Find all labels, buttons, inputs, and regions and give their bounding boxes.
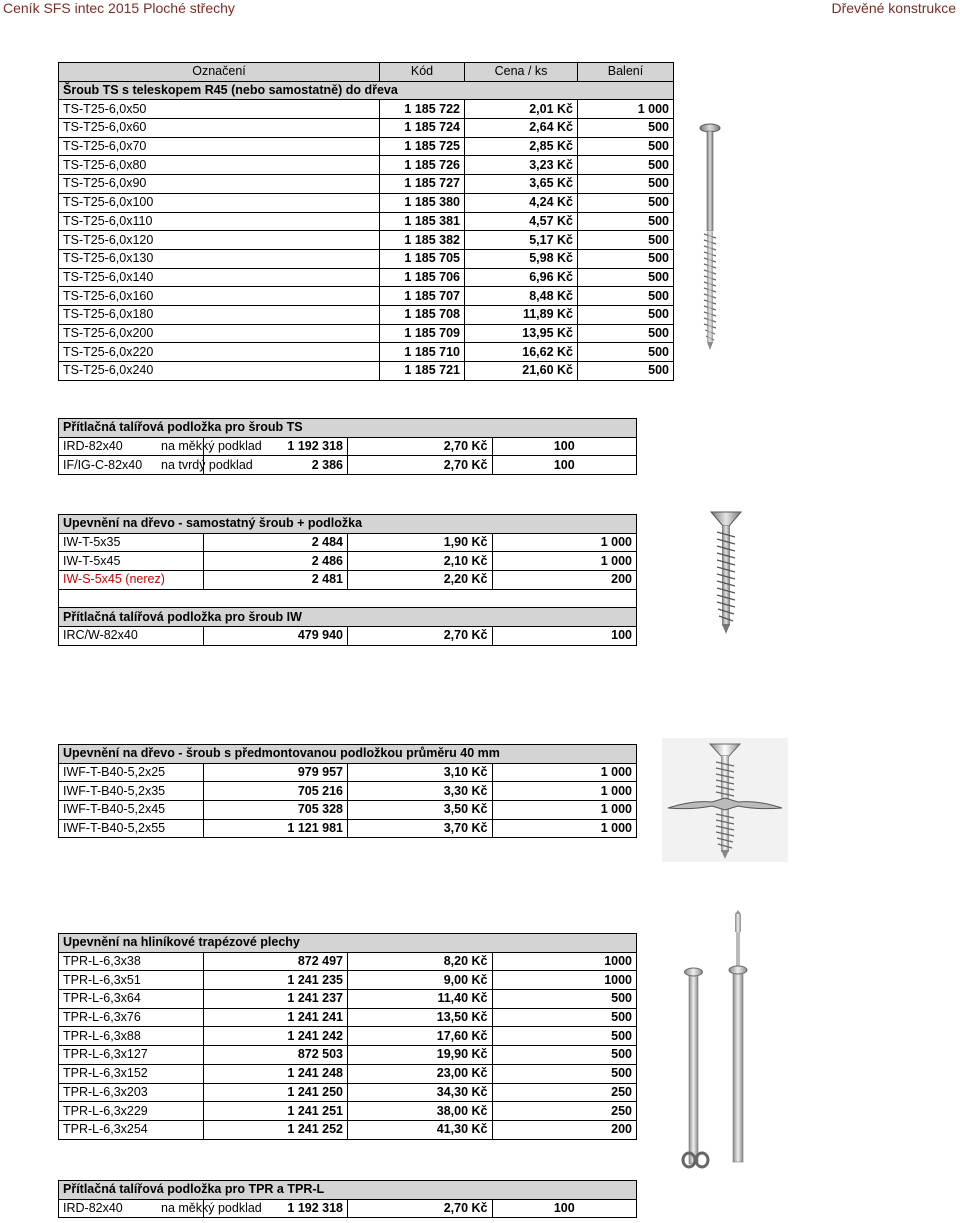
table-body bbox=[59, 952, 637, 1139]
item-note: na tvrdý podklad bbox=[161, 457, 253, 472]
cell-package: 500 bbox=[578, 119, 674, 138]
cell-code: 1 241 248 bbox=[203, 1064, 348, 1083]
table-iwf-screws bbox=[58, 744, 637, 838]
table-row bbox=[59, 343, 674, 362]
cell-designation: TS-T25-6,0x50 bbox=[59, 100, 380, 119]
cell-package: 500 bbox=[578, 305, 674, 324]
cell-code: 1 121 981 bbox=[203, 819, 348, 838]
cell-price: 5,17 Kč bbox=[465, 231, 578, 250]
table-row bbox=[59, 119, 674, 138]
cell-code: 1 185 707 bbox=[380, 287, 465, 306]
section-title: Upevnění na hliníkové trapézové plechy bbox=[59, 934, 637, 953]
cell-price: 13,95 Kč bbox=[465, 324, 578, 343]
cell-designation: TS-T25-6,0x90 bbox=[59, 175, 380, 194]
cell-designation: TS-T25-6,0x240 bbox=[59, 362, 380, 381]
cell-package: 500 bbox=[578, 343, 674, 362]
cell-designation bbox=[59, 437, 262, 456]
table-row bbox=[59, 1027, 637, 1046]
table-spacer bbox=[59, 589, 637, 608]
tpr-rivet-icon bbox=[672, 910, 742, 1178]
cell-package: 500 bbox=[492, 990, 637, 1009]
cell-price: 2,70 Kč bbox=[348, 1199, 493, 1218]
cell-designation: TS-T25-6,0x130 bbox=[59, 249, 380, 268]
cell-code: 2 484 bbox=[203, 533, 348, 552]
cell-price: 3,65 Kč bbox=[465, 175, 578, 194]
table-row bbox=[59, 819, 637, 838]
cell-price: 3,70 Kč bbox=[348, 819, 493, 838]
cell-price: 34,30 Kč bbox=[348, 1083, 493, 1102]
section-title: Šroub TS s teleskopem R45 (nebo samostatně) do dřeva bbox=[59, 81, 674, 100]
section-title: Upevnění na dřevo - šroub s předmontovanou podložkou průměru 40 mm bbox=[59, 745, 637, 764]
cell-designation: TS-T25-6,0x120 bbox=[59, 231, 380, 250]
cell-price: 19,90 Kč bbox=[348, 1046, 493, 1065]
cell-price: 3,30 Kč bbox=[348, 782, 493, 801]
table-body bbox=[59, 763, 637, 838]
cell-price: 2,70 Kč bbox=[348, 456, 493, 475]
table-row bbox=[59, 287, 674, 306]
table-row bbox=[59, 801, 637, 820]
cell-designation: TPR-L-6,3x229 bbox=[59, 1102, 204, 1121]
cell-designation: TPR-L-6,3x254 bbox=[59, 1120, 204, 1139]
cell-designation: TPR-L-6,3x76 bbox=[59, 1008, 204, 1027]
cell-code: 1 185 727 bbox=[380, 175, 465, 194]
cell-designation: TPR-L-6,3x38 bbox=[59, 952, 204, 971]
cell-package: 500 bbox=[578, 249, 674, 268]
cell-price: 17,60 Kč bbox=[348, 1027, 493, 1046]
cell-designation: TPR-L-6,3x203 bbox=[59, 1083, 204, 1102]
cell-price: 6,96 Kč bbox=[465, 268, 578, 287]
cell-designation: TS-T25-6,0x60 bbox=[59, 119, 380, 138]
cell-package: 1 000 bbox=[492, 533, 637, 552]
table-tpr-washers bbox=[58, 1180, 637, 1218]
cell-code: 1 185 710 bbox=[380, 343, 465, 362]
cell-code: 1 185 381 bbox=[380, 212, 465, 231]
cell-price: 23,00 Kč bbox=[348, 1064, 493, 1083]
col-header-package: Balení bbox=[578, 63, 674, 82]
document-category: Dřevěné konstrukce bbox=[831, 0, 956, 16]
section-title: Přítlačná talířová podložka pro šroub IW bbox=[59, 608, 637, 627]
iwf-screw-washer-icon bbox=[662, 738, 788, 862]
item-note: na měkký podklad bbox=[161, 439, 262, 454]
cell-price: 8,20 Kč bbox=[348, 952, 493, 971]
table-row bbox=[59, 782, 637, 801]
cell-package: 1000 bbox=[492, 971, 637, 990]
cell-package: 100 bbox=[492, 456, 637, 475]
cell-price: 2,64 Kč bbox=[465, 119, 578, 138]
cell-package: 500 bbox=[578, 231, 674, 250]
section-title: Přítlačná talířová podložka pro TPR a TPR-L bbox=[59, 1181, 637, 1200]
cell-price: 4,24 Kč bbox=[465, 193, 578, 212]
cell-code: 1 192 318 bbox=[203, 437, 348, 456]
cell-designation: TS-T25-6,0x70 bbox=[59, 137, 380, 156]
cell-designation: TS-T25-6,0x180 bbox=[59, 305, 380, 324]
table-row bbox=[59, 1199, 637, 1218]
cell-code: 1 185 724 bbox=[380, 119, 465, 138]
cell-code: 1 241 235 bbox=[203, 971, 348, 990]
cell-code: 1 241 250 bbox=[203, 1083, 348, 1102]
cell-code: 1 185 725 bbox=[380, 137, 465, 156]
cell-designation: TS-T25-6,0x110 bbox=[59, 212, 380, 231]
table-body bbox=[59, 437, 637, 474]
cell-package: 500 bbox=[492, 1008, 637, 1027]
cell-designation: IW-S-5x45 (nerez) bbox=[59, 571, 204, 590]
cell-code: 1 241 241 bbox=[203, 1008, 348, 1027]
cell-price: 38,00 Kč bbox=[348, 1102, 493, 1121]
cell-code: 1 185 706 bbox=[380, 268, 465, 287]
cell-package: 500 bbox=[578, 287, 674, 306]
cell-designation: TS-T25-6,0x160 bbox=[59, 287, 380, 306]
table-row bbox=[59, 324, 674, 343]
cell-designation: TS-T25-6,0x80 bbox=[59, 156, 380, 175]
table-row bbox=[59, 156, 674, 175]
table-row bbox=[59, 627, 637, 646]
cell-package: 500 bbox=[578, 156, 674, 175]
cell-designation: IWF-T-B40-5,2x55 bbox=[59, 819, 204, 838]
cell-designation: IW-T-5x35 bbox=[59, 533, 204, 552]
cell-price: 9,00 Kč bbox=[348, 971, 493, 990]
cell-code: 1 185 380 bbox=[380, 193, 465, 212]
cell-price: 3,50 Kč bbox=[348, 801, 493, 820]
table-row bbox=[59, 249, 674, 268]
table-row bbox=[59, 175, 674, 194]
table-row bbox=[59, 137, 674, 156]
cell-package: 1 000 bbox=[578, 100, 674, 119]
cell-code: 1 185 722 bbox=[380, 100, 465, 119]
cell-price: 16,62 Kč bbox=[465, 343, 578, 362]
table-row bbox=[59, 193, 674, 212]
table-row bbox=[59, 990, 637, 1009]
cell-package: 500 bbox=[492, 1064, 637, 1083]
cell-price: 2,01 Kč bbox=[465, 100, 578, 119]
cell-package: 500 bbox=[578, 212, 674, 231]
cell-package: 500 bbox=[492, 1046, 637, 1065]
cell-designation: TPR-L-6,3x127 bbox=[59, 1046, 204, 1065]
cell-package: 200 bbox=[492, 1120, 637, 1139]
table-ts-screws bbox=[58, 62, 674, 381]
cell-package: 500 bbox=[578, 268, 674, 287]
table-row bbox=[59, 1008, 637, 1027]
cell-package: 1 000 bbox=[492, 801, 637, 820]
cell-price: 2,70 Kč bbox=[348, 437, 493, 456]
cell-designation: IRC/W-82x40 bbox=[59, 627, 204, 646]
cell-code: 2 486 bbox=[203, 552, 348, 571]
cell-code: 1 192 318 bbox=[203, 1199, 348, 1218]
cell-code: 1 185 382 bbox=[380, 231, 465, 250]
table-row bbox=[59, 100, 674, 119]
cell-code: 705 216 bbox=[203, 782, 348, 801]
cell-price: 41,30 Kč bbox=[348, 1120, 493, 1139]
table-row bbox=[59, 456, 637, 475]
section-title: Přítlačná talířová podložka pro šroub TS bbox=[59, 419, 637, 438]
table-row bbox=[59, 305, 674, 324]
cell-designation: IW-T-5x45 bbox=[59, 552, 204, 571]
document-title: Ceník SFS intec 2015 Ploché střechy bbox=[3, 0, 235, 16]
col-header-price: Cena / ks bbox=[465, 63, 578, 82]
cell-designation: TS-T25-6,0x100 bbox=[59, 193, 380, 212]
table-row bbox=[59, 1046, 637, 1065]
table-row bbox=[59, 212, 674, 231]
cell-price: 3,10 Kč bbox=[348, 763, 493, 782]
item-designation: IRD-82x40 bbox=[63, 1201, 123, 1216]
cell-price: 8,48 Kč bbox=[465, 287, 578, 306]
cell-designation: TPR-L-6,3x51 bbox=[59, 971, 204, 990]
cell-code: 872 503 bbox=[203, 1046, 348, 1065]
cell-price: 11,89 Kč bbox=[465, 305, 578, 324]
cell-code: 2 386 bbox=[203, 456, 348, 475]
cell-package: 1 000 bbox=[492, 819, 637, 838]
cell-code: 1 241 237 bbox=[203, 990, 348, 1009]
table-row bbox=[59, 1102, 637, 1121]
cell-package: 1 000 bbox=[492, 763, 637, 782]
cell-price: 11,40 Kč bbox=[348, 990, 493, 1009]
cell-code: 979 957 bbox=[203, 763, 348, 782]
item-designation: IF/IG-C-82x40 bbox=[63, 457, 143, 472]
table-row bbox=[59, 571, 637, 590]
cell-package: 1 000 bbox=[492, 782, 637, 801]
table-body bbox=[59, 100, 674, 380]
table-row bbox=[59, 1120, 637, 1139]
table-row bbox=[59, 362, 674, 381]
cell-package: 100 bbox=[492, 437, 637, 456]
cell-package: 100 bbox=[492, 627, 637, 646]
cell-price: 2,70 Kč bbox=[348, 627, 493, 646]
section-title: Upevnění na dřevo - samostatný šroub + podložka bbox=[59, 515, 637, 534]
table-row bbox=[59, 971, 637, 990]
cell-price: 2,10 Kč bbox=[348, 552, 493, 571]
cell-package: 500 bbox=[578, 193, 674, 212]
cell-code: 1 241 252 bbox=[203, 1120, 348, 1139]
cell-designation: TS-T25-6,0x200 bbox=[59, 324, 380, 343]
cell-code: 479 940 bbox=[203, 627, 348, 646]
cell-code: 705 328 bbox=[203, 801, 348, 820]
cell-code: 1 185 726 bbox=[380, 156, 465, 175]
cell-price: 5,98 Kč bbox=[465, 249, 578, 268]
cell-price: 21,60 Kč bbox=[465, 362, 578, 381]
cell-designation: TS-T25-6,0x140 bbox=[59, 268, 380, 287]
iw-screw-icon bbox=[706, 506, 746, 636]
table-row bbox=[59, 231, 674, 250]
cell-price: 4,57 Kč bbox=[465, 212, 578, 231]
table-iw-screws bbox=[58, 514, 637, 646]
cell-price: 2,20 Kč bbox=[348, 571, 493, 590]
cell-package: 250 bbox=[492, 1102, 637, 1121]
table-row bbox=[59, 533, 637, 552]
cell-package: 500 bbox=[578, 137, 674, 156]
table-ts-washers bbox=[58, 418, 637, 475]
cell-package: 500 bbox=[578, 175, 674, 194]
cell-code: 872 497 bbox=[203, 952, 348, 971]
cell-code: 1 185 721 bbox=[380, 362, 465, 381]
table-body bbox=[59, 533, 637, 589]
table-row bbox=[59, 763, 637, 782]
cell-code: 1 185 705 bbox=[380, 249, 465, 268]
table-row bbox=[59, 952, 637, 971]
cell-price: 1,90 Kč bbox=[348, 533, 493, 552]
cell-designation: IWF-T-B40-5,2x35 bbox=[59, 782, 204, 801]
cell-designation: TPR-L-6,3x64 bbox=[59, 990, 204, 1009]
table-row bbox=[59, 1083, 637, 1102]
table-body bbox=[59, 1199, 637, 1218]
col-header-designation: Označení bbox=[59, 63, 380, 82]
cell-package: 1000 bbox=[492, 952, 637, 971]
cell-designation: IWF-T-B40-5,2x45 bbox=[59, 801, 204, 820]
item-note: na měkký podklad bbox=[161, 1201, 262, 1216]
cell-package: 500 bbox=[492, 1027, 637, 1046]
table-row bbox=[59, 1064, 637, 1083]
cell-designation: IWF-T-B40-5,2x25 bbox=[59, 763, 204, 782]
cell-package: 250 bbox=[492, 1083, 637, 1102]
cell-code: 1 185 709 bbox=[380, 324, 465, 343]
table-tpr-rivets bbox=[58, 933, 637, 1140]
table-row bbox=[59, 437, 637, 456]
ts-screw-icon bbox=[690, 122, 730, 352]
cell-package: 100 bbox=[492, 1199, 637, 1218]
cell-package: 200 bbox=[492, 571, 637, 590]
cell-price: 13,50 Kč bbox=[348, 1008, 493, 1027]
cell-designation bbox=[59, 456, 253, 475]
col-header-code: Kód bbox=[380, 63, 465, 82]
cell-price: 2,85 Kč bbox=[465, 137, 578, 156]
table-row bbox=[59, 552, 637, 571]
cell-package: 1 000 bbox=[492, 552, 637, 571]
cell-package: 500 bbox=[578, 362, 674, 381]
table-row bbox=[59, 268, 674, 287]
item-designation: IRD-82x40 bbox=[63, 439, 123, 454]
cell-designation: TS-T25-6,0x220 bbox=[59, 343, 380, 362]
cell-designation bbox=[59, 1199, 262, 1218]
table-body bbox=[59, 627, 637, 646]
cell-code: 2 481 bbox=[203, 571, 348, 590]
cell-code: 1 241 251 bbox=[203, 1102, 348, 1121]
cell-code: 1 241 242 bbox=[203, 1027, 348, 1046]
cell-price: 3,23 Kč bbox=[465, 156, 578, 175]
cell-designation: TPR-L-6,3x152 bbox=[59, 1064, 204, 1083]
cell-designation: TPR-L-6,3x88 bbox=[59, 1027, 204, 1046]
cell-code: 1 185 708 bbox=[380, 305, 465, 324]
cell-package: 500 bbox=[578, 324, 674, 343]
